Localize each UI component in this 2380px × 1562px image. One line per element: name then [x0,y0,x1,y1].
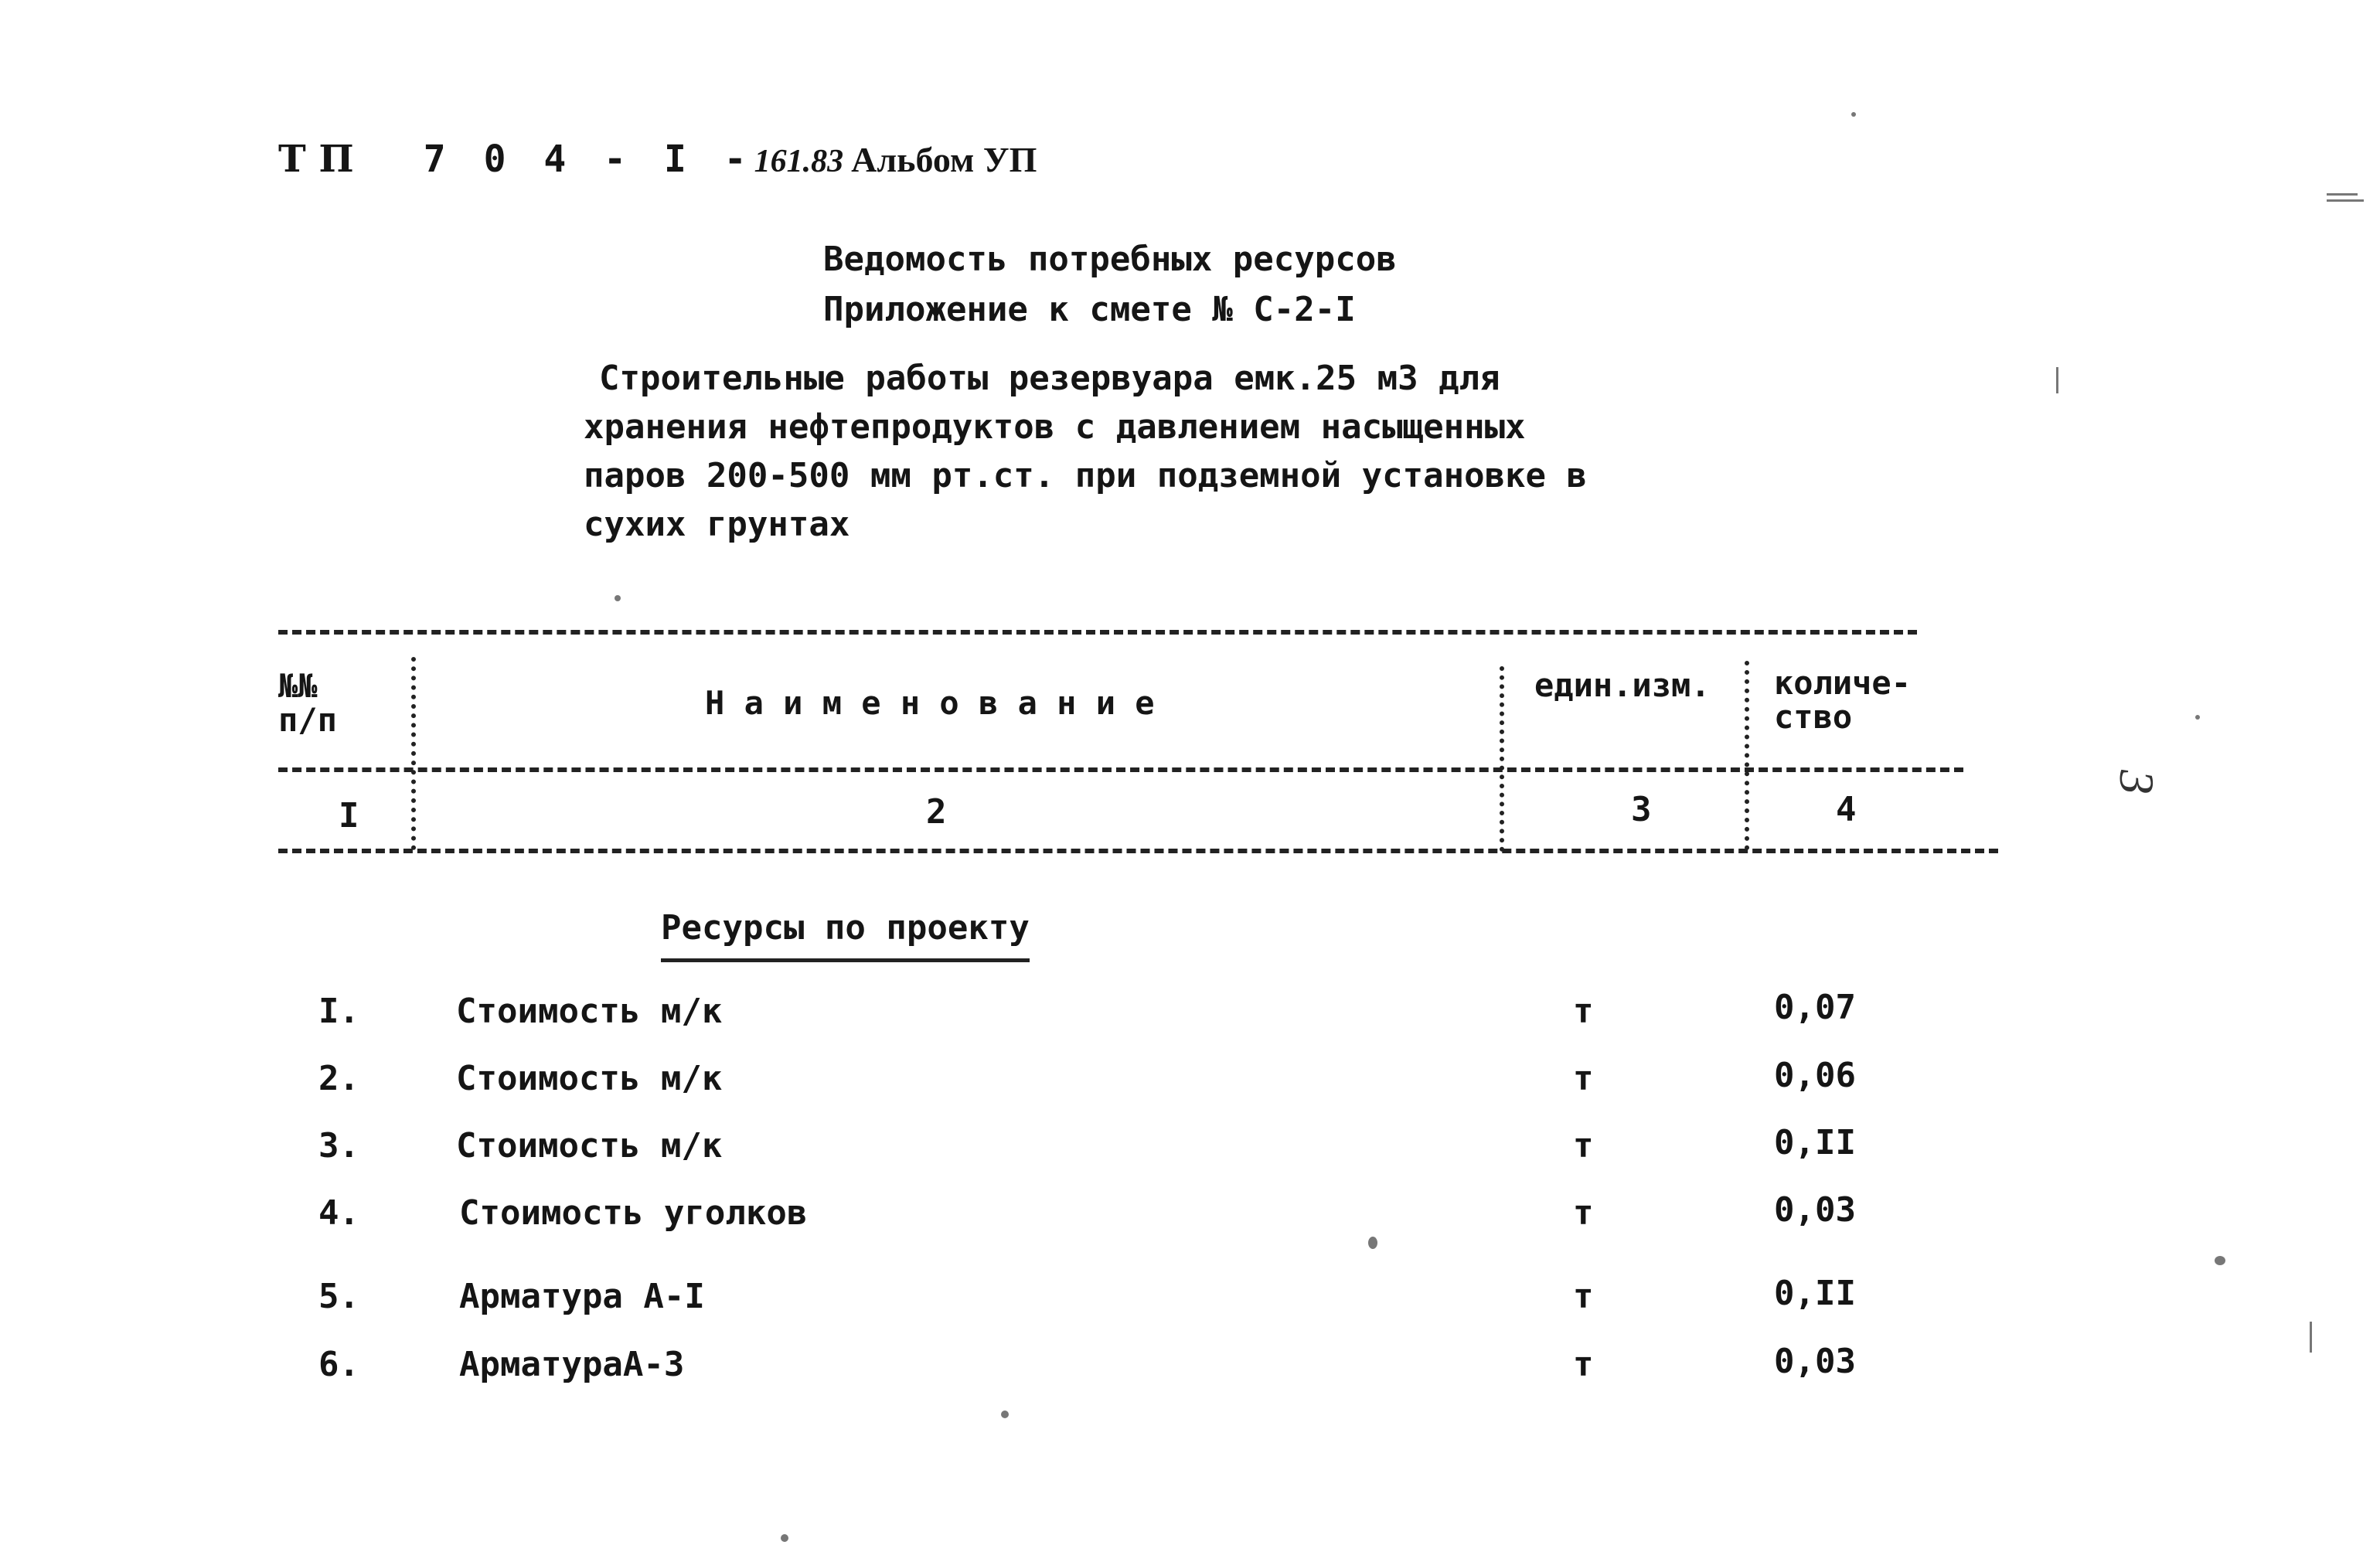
column-number-1: I [339,796,359,835]
column-separator-3 [1745,661,1749,850]
column-number-4: 4 [1836,790,1857,829]
project-number: 7 0 4 - I - [423,138,754,181]
header-name-column: Н а и м е н о в а н и е [705,684,1155,722]
description-line-1: Строительные работы резервуара емк.25 м3 для [599,359,1500,398]
header-unit-column: един.изм. [1534,666,1711,704]
row-number: 2. [318,1059,359,1098]
row-quantity: 0,II [1774,1274,1856,1313]
header-qty-column: количе- ство [1774,664,1912,736]
row-unit: т [1573,1345,1594,1384]
row-name: Стоимость м/к [456,1126,723,1166]
table-numbering-rule [278,849,1998,853]
description-line-4: сухих грунтах [584,505,850,544]
row-number: I. [318,992,359,1031]
table-header-rule [278,767,1963,772]
row-unit: т [1573,1277,1594,1316]
album-label: Альбом УП [851,140,1037,179]
row-quantity: 0,03 [1774,1342,1856,1381]
row-quantity: 0,07 [1774,988,1856,1027]
row-unit: т [1573,1059,1594,1098]
document-title: Ведомость потребных ресурсов [823,240,1397,279]
work-description [584,354,1627,549]
row-number: 5. [318,1277,359,1316]
row-name: Стоимость уголков [459,1193,808,1233]
row-name: АрматураА-3 [459,1345,685,1384]
row-number: 3. [318,1126,359,1166]
margin-page-mark: 3 [2109,770,2164,795]
row-name: Арматура А-I [459,1277,705,1316]
column-separator-1 [411,657,416,850]
handwritten-number: 161.83 [754,144,844,179]
row-quantity: 0,06 [1774,1056,1856,1095]
description-line-2: хранения нефтепродуктов с давлением насыщенных [584,407,1526,447]
table-top-rule [278,630,1917,635]
column-separator-2 [1500,666,1504,852]
section-title: Ресурсы по проекту [661,908,1030,962]
series-code: Т П [278,138,354,181]
row-quantity: 0,03 [1774,1190,1856,1230]
row-name: Стоимость м/к [456,1059,723,1098]
description-line-3: паров 200-500 мм рт.ст. при подземной установке в [584,456,1588,495]
column-number-2: 2 [926,792,947,832]
header-number-column: №№ п/п [278,667,337,739]
row-number: 6. [318,1345,359,1384]
row-unit: т [1573,1193,1594,1233]
document-code [278,138,1037,181]
row-unit: т [1573,1126,1594,1166]
document-subtitle: Приложение к смете № С-2-I [823,290,1356,329]
row-name: Стоимость м/к [456,992,723,1031]
row-unit: т [1573,992,1594,1031]
row-quantity: 0,II [1774,1123,1856,1162]
row-number: 4. [318,1193,359,1233]
column-number-3: 3 [1631,790,1652,829]
